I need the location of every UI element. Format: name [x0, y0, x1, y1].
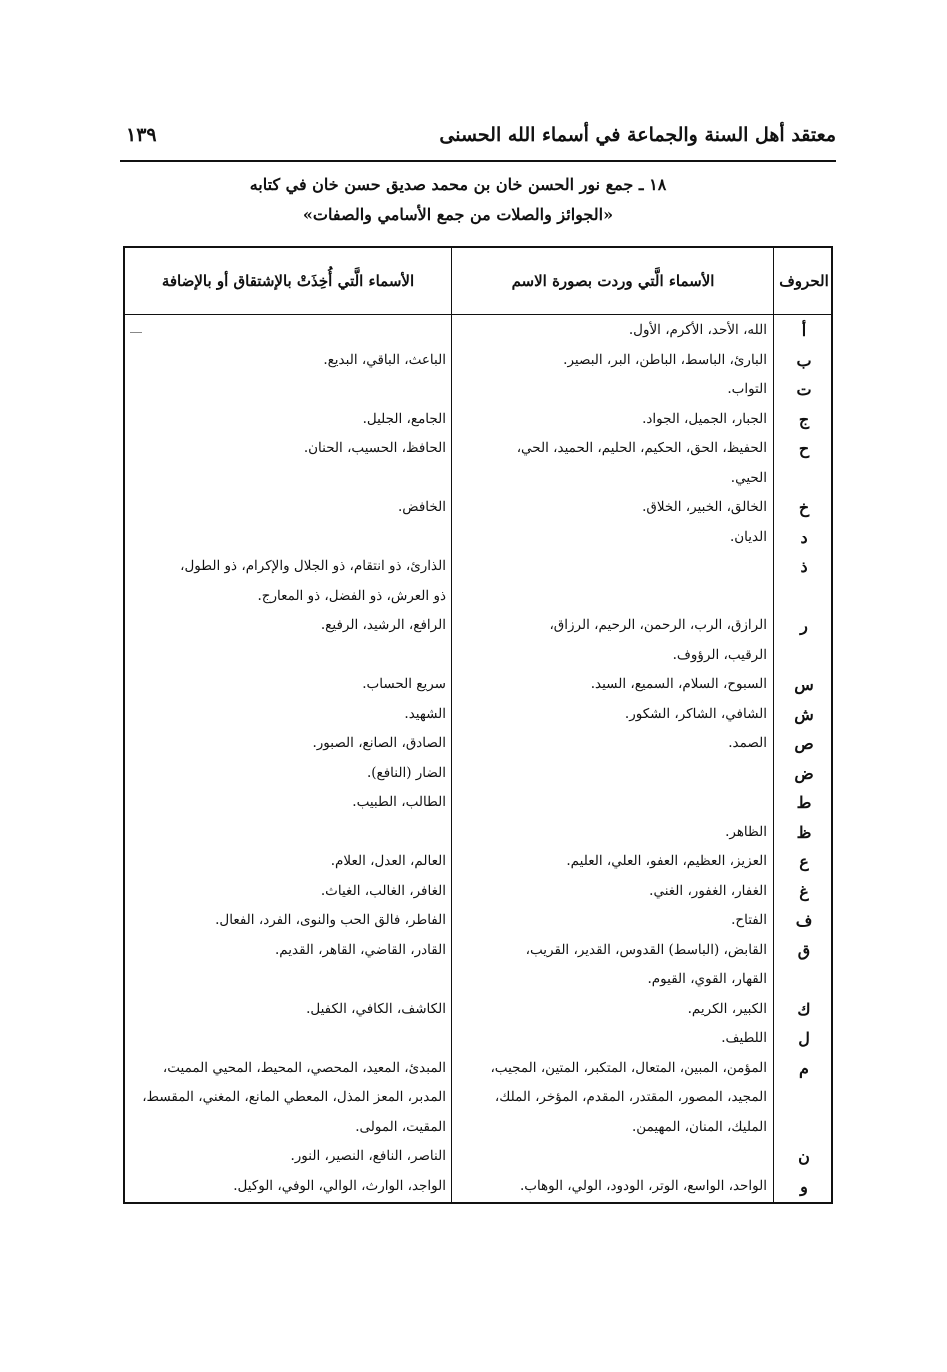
letter-cell: غ: [799, 881, 809, 901]
header-rule: [120, 160, 836, 162]
direct-names-cell: الظاهر.: [725, 823, 767, 840]
letter-cell: [775, 965, 833, 994]
direct-names-cell: الواحد، الواسع، الوتر، الودود، الولي، الوهاب.: [519, 1177, 767, 1194]
direct-names-cell: المؤمن، المبين، المتعال، المتكبر، المتين، المجيب،: [490, 1059, 767, 1076]
derived-names-cell: الضار (النافع).: [366, 764, 446, 781]
direct-names-cell: [455, 582, 767, 611]
derived-names-cell: المدبر، المعز المذل، المعطي المانع، المغني، المقسط،: [142, 1089, 446, 1105]
derived-names-cell: [127, 1024, 446, 1053]
letter-cell: ت: [796, 380, 812, 399]
column-header-direct: الأسماء الَّتي وردت بصورة الاسم: [511, 272, 715, 290]
direct-names-cell: الشافي، الشاكر، الشكور.: [624, 705, 767, 722]
letter-cell: د: [800, 527, 808, 547]
derived-names-cell: الغافر، الغالب، الغياث.: [320, 882, 446, 899]
derived-names-cell: الشهيد.: [404, 705, 446, 722]
direct-names-cell: الكبير، الكريم.: [687, 1000, 767, 1017]
letter-cell: م: [799, 1058, 809, 1078]
column-header-letters: الحروف: [779, 272, 829, 290]
derived-names-cell: [127, 641, 446, 670]
page-number: ١٣٩: [126, 124, 157, 146]
letter-cell: ن: [798, 1147, 810, 1166]
derived-names-cell: [127, 818, 446, 847]
letter-cell: ح: [798, 439, 810, 458]
direct-names-cell: التواب.: [727, 381, 767, 397]
letter-cell: ك: [797, 999, 811, 1019]
direct-names-cell: الفتاح.: [731, 912, 767, 928]
direct-names-cell: البارئ، الباسط، الباطن، البر، البصير.: [563, 351, 767, 368]
derived-names-cell: العالم، العدل، العلام.: [330, 853, 446, 869]
direct-names-cell: الله، الأحد، الأكرم، الأول.: [628, 322, 767, 338]
derived-names-cell: الطالب، الطبيب.: [352, 794, 446, 810]
letter-cell: ش: [794, 704, 814, 724]
section-heading: ١٨ ـ جمع نور الحسن خان بن محمد صديق حسن خان في كتابه: [249, 175, 667, 194]
direct-names-cell: الديان.: [729, 528, 767, 545]
direct-names-cell: [455, 552, 767, 581]
derived-names-cell: المبدئ، المعيد، المحصي، المحيط، المحيي المميت،: [162, 1059, 446, 1076]
direct-names-cell: الجبار، الجميل، الجواد.: [642, 410, 767, 427]
letter-cell: [775, 464, 833, 493]
running-title: معتقد أهل السنة والجماعة في أسماء الله الحسنى: [439, 124, 836, 146]
letter-cell: [775, 582, 833, 611]
letter-cell: ض: [794, 763, 814, 783]
letter-cell: ق: [797, 940, 811, 960]
letter-cell: ع: [799, 852, 809, 871]
column-divider: [773, 246, 774, 1204]
direct-names-cell: السبوح، السلام، السميع، السيد.: [590, 676, 767, 692]
letter-cell: ذ: [800, 557, 808, 576]
derived-names-cell: الجامع، الجليل.: [362, 410, 446, 427]
direct-names-cell: اللطيف.: [721, 1030, 767, 1046]
direct-names-cell: الصمد.: [728, 735, 767, 751]
derived-names-cell: [127, 523, 446, 552]
derived-names-cell: [127, 464, 446, 493]
derived-names-cell: المقيت، المولى.: [355, 1118, 446, 1135]
derived-names-cell: الناصر، النافع، النصير، النور.: [290, 1148, 446, 1164]
direct-names-cell: الحيي.: [730, 469, 767, 486]
direct-names-cell: الغفار، الغفور، الغني.: [649, 882, 767, 899]
book-title: «الجوائز والصلات من جمع الأسامي والصفات»: [302, 205, 614, 224]
derived-names-cell: القادر، القاضي، القاهر، القديم.: [275, 941, 446, 958]
letter-cell: ج: [798, 409, 810, 429]
direct-names-cell: العزيز، العظيم، العفو، العلي، العليم.: [566, 853, 767, 869]
derived-names-cell: الكاشف، الكافي، الكفيل.: [306, 1000, 446, 1017]
letter-cell: ظ: [796, 822, 812, 842]
derived-names-cell: الخافض.: [398, 499, 446, 515]
running-head: [120, 124, 836, 156]
column-divider: [451, 246, 452, 1204]
derived-names-cell: ذو العرش، ذو الفضل، ذو المعارج.: [257, 587, 446, 604]
direct-names-cell: المجيد، المصور، المقتدر، المقدم، المؤخر، الملك،: [494, 1089, 767, 1105]
letter-cell: ب: [796, 350, 812, 370]
direct-names-cell: الرقيب، الرؤوف.: [672, 646, 767, 663]
letter-cell: س: [794, 675, 814, 694]
derived-names-cell: [127, 375, 446, 404]
letter-cell: ل: [798, 1029, 810, 1048]
derived-names-cell: سريع الحساب.: [362, 676, 446, 692]
letter-cell: [775, 1083, 833, 1112]
derived-names-cell: الصادق، الصانع، الصبور.: [312, 735, 446, 751]
direct-names-cell: الحفيظ، الحق، الحكيم، الحليم، الحميد، الحي،: [516, 440, 767, 456]
letter-cell: و: [800, 1176, 808, 1196]
letter-cell: ر: [800, 616, 808, 635]
letter-cell: خ: [798, 498, 810, 517]
letter-cell: ط: [796, 793, 812, 812]
derived-names-cell: [127, 316, 446, 345]
derived-names-cell: الباعث، الباقي، البديع.: [323, 351, 446, 368]
derived-names-cell: الذارئ، ذو انتقام، ذو الجلال والإكرام، ذو الطول،: [180, 558, 446, 574]
letter-cell: [775, 1113, 833, 1142]
direct-names-cell: [455, 759, 767, 788]
derived-names-cell: الحافظ، الحسيب، الحنان.: [303, 440, 446, 456]
letter-cell: ص: [794, 734, 814, 753]
direct-names-cell: [455, 788, 767, 817]
direct-names-cell: القهار، القوي، القيوم.: [647, 971, 767, 987]
direct-names-cell: القابض، (الباسط) القدوس، القدير، القريب،: [525, 941, 767, 958]
column-header-derived: الأسماء الَّتي أُخِذَتْ بالإشتقاق أو بالإضافة: [161, 272, 415, 290]
direct-names-cell: المليك، المنان، المهيمن.: [632, 1118, 767, 1135]
direct-names-cell: الخالق، الخبير، الخلاق.: [642, 499, 767, 515]
letter-cell: أ: [801, 321, 807, 340]
header-row-divider: [123, 314, 833, 315]
letter-cell: ف: [795, 911, 813, 930]
derived-names-cell: الرافع، الرشيد، الرفيع.: [320, 617, 446, 633]
direct-names-cell: [455, 1142, 767, 1171]
direct-names-cell: الرازق، الرب، الرحمن، الرحيم، الرزاق،: [549, 617, 767, 633]
letter-cell: [775, 641, 833, 670]
derived-names-cell: [127, 965, 446, 994]
derived-names-cell: الفاطر، فالق الحب والنوى، الفرد، الفعال.: [215, 912, 446, 928]
derived-names-cell: الواجد، الوارث، الوالي، الوفي، الوكيل.: [233, 1177, 446, 1194]
